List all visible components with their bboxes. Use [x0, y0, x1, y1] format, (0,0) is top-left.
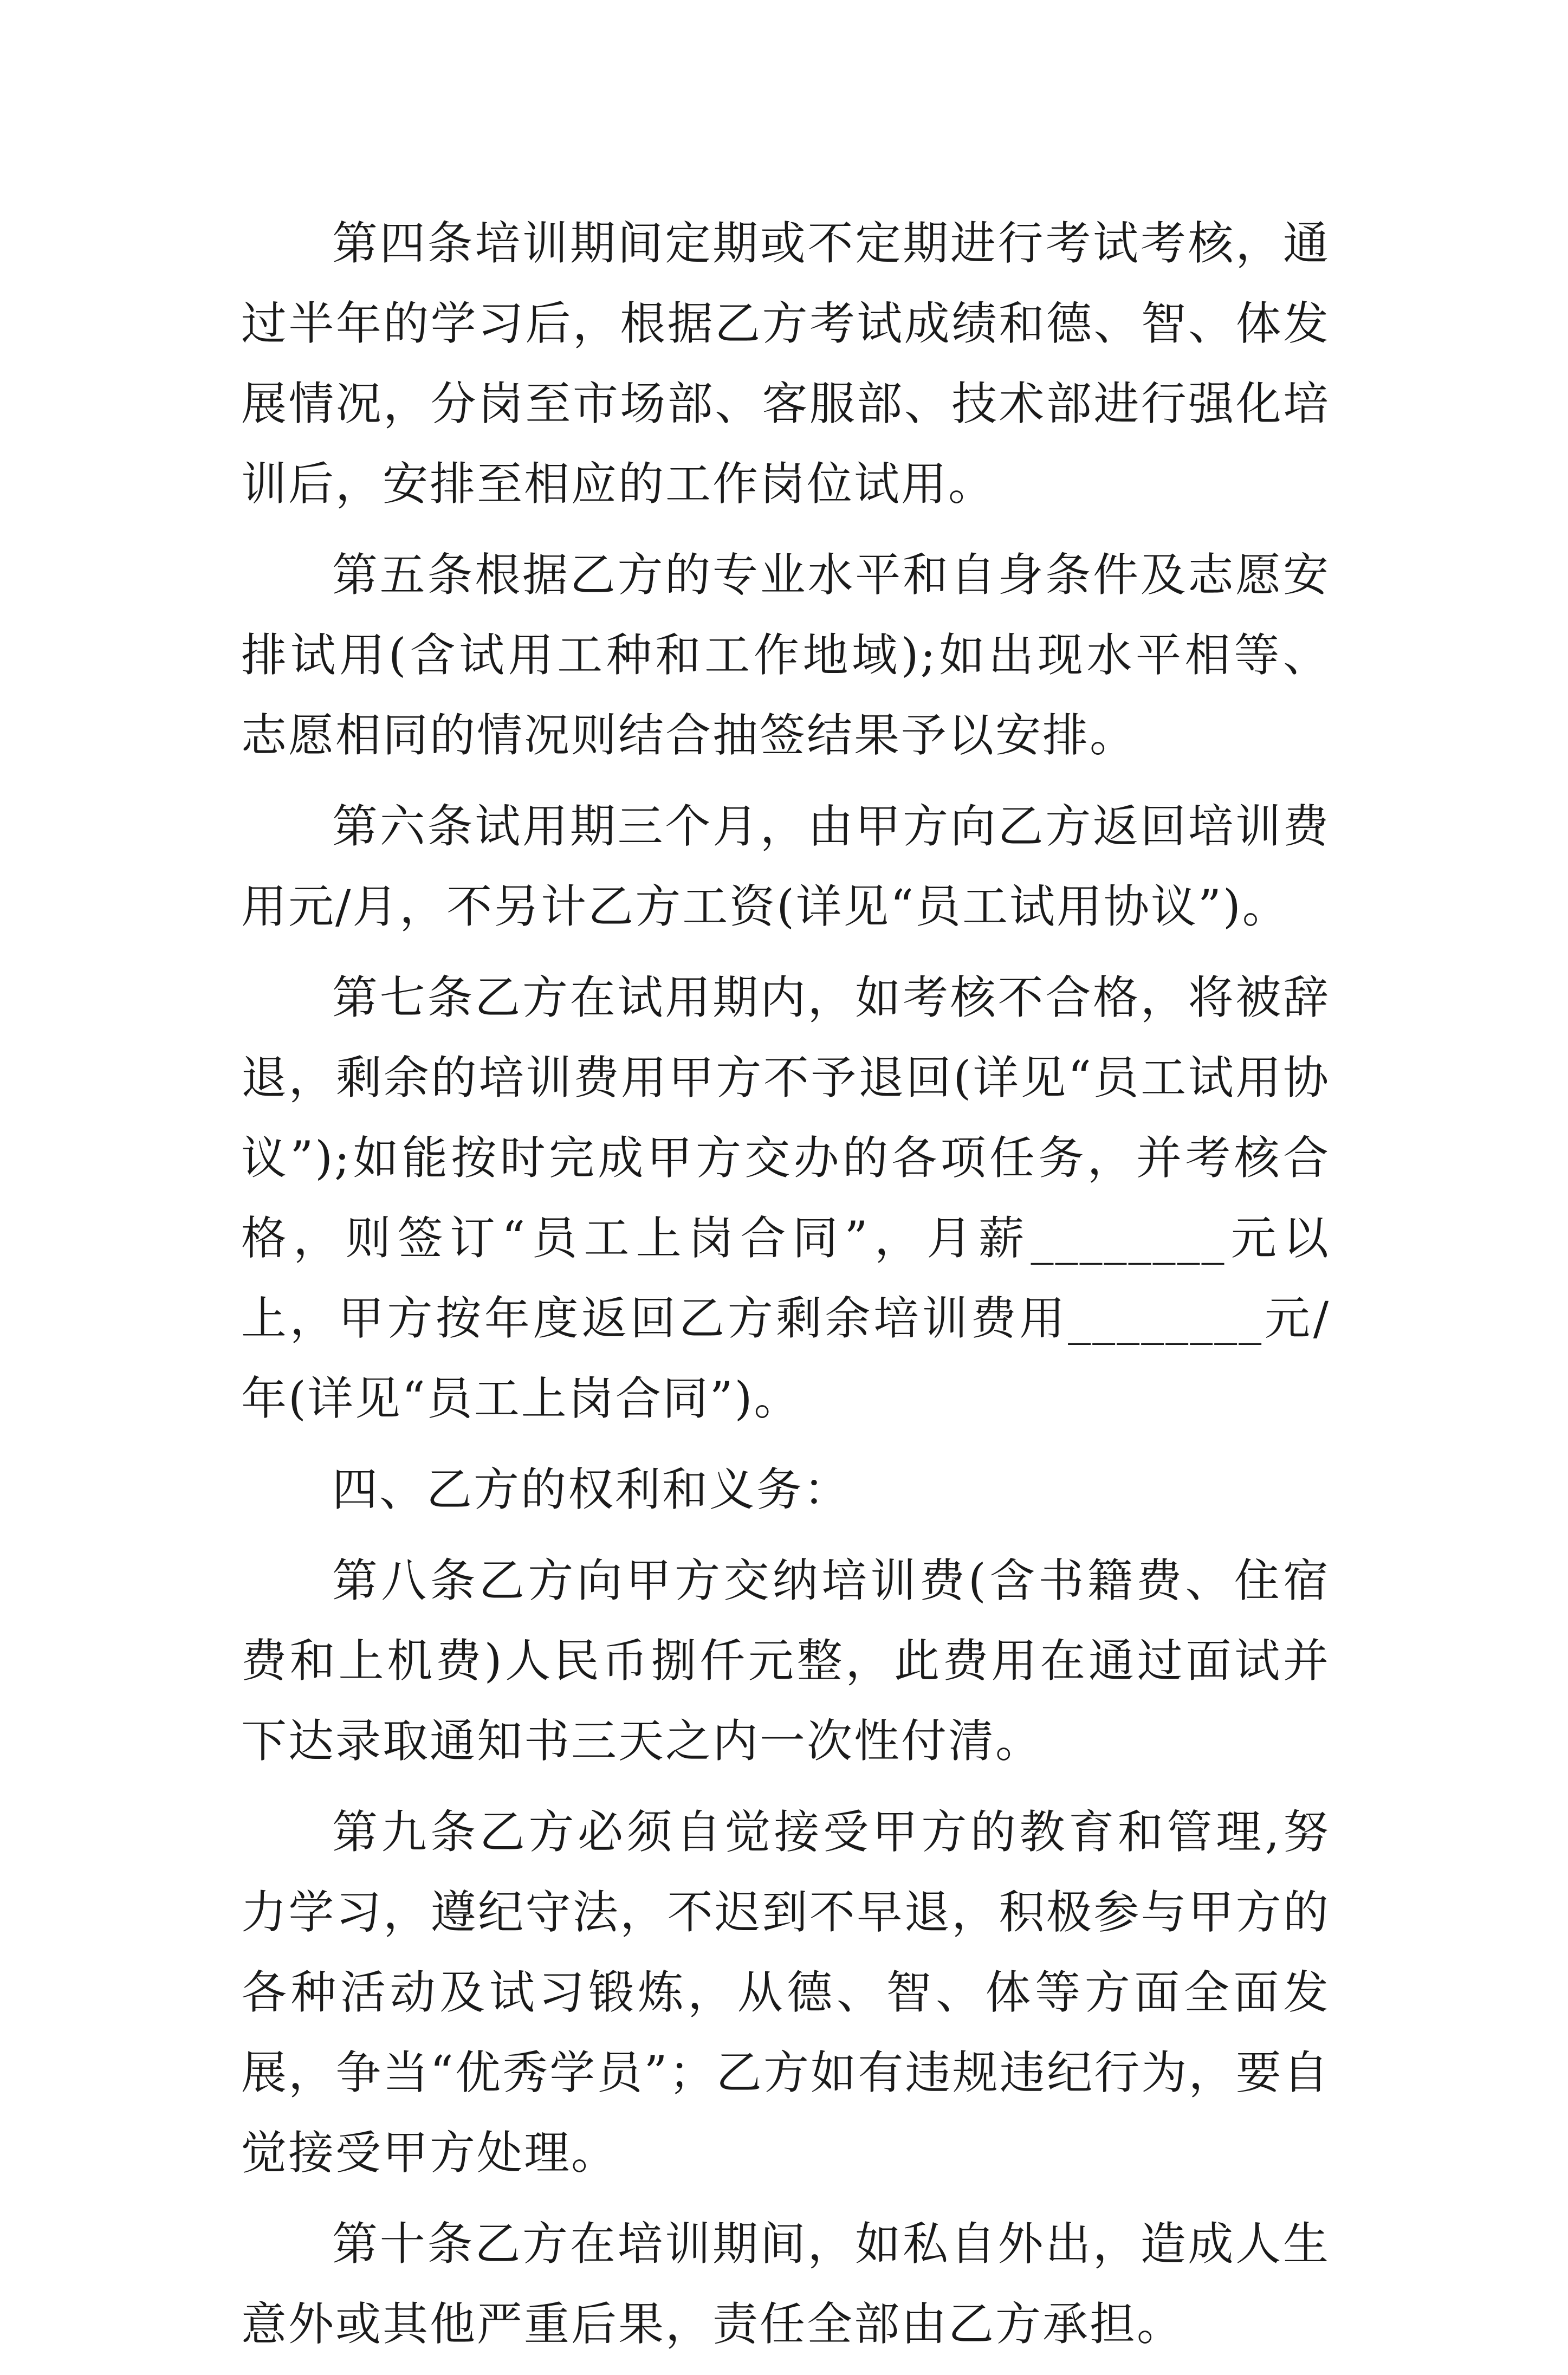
article-4-paragraph: 第四条培训期间定期或不定期进行考试考核，通过半年的学习后，根据乙方考试成绩和德、智、体发展情况，分岗至市场部、客服部、技术部进行强化培训后，安排至相应的工作岗位试用。	[241, 217, 1330, 510]
article-5-paragraph: 第五条根据乙方的专业水平和自身条件及志愿安排试用(含试用工种和工作地域);如出现水平相等、志愿相同的情况则结合抽签结果予以安排。	[241, 548, 1330, 762]
article-9-paragraph: 第九条乙方必须自觉接受甲方的教育和管理,努力学习，遵纪守法，不迟到不早退，积极参与甲方的各种活动及试习锻炼，从德、智、体等方面全面发展，争当“优秀学员”；乙方如有违规违纪行为，要自觉接受甲方处理。	[241, 1805, 1330, 2179]
article-7-paragraph: 第七条乙方在试用期内，如考核不合格，将被辞退，剩余的培训费用甲方不予退回(详见“员工试用协议”);如能按时完成甲方交办的各项任务，并考核合格，则签订“员工上岗合同”，月薪________元以上，甲方按年度返回乙方剩余培训费用________元/年(详见“员工上岗合同”)。	[241, 971, 1330, 1425]
article-8-paragraph: 第八条乙方向甲方交纳培训费(含书籍费、住宿费和上机费)人民币捌仟元整，此费用在通过面试并下达录取通知书三天之内一次性付清。	[241, 1554, 1330, 1768]
section-4-heading: 四、乙方的权利和义务：	[332, 1463, 851, 1516]
article-6-paragraph: 第六条试用期三个月，由甲方向乙方返回培训费用元/月，不另计乙方工资(详见“员工试用协议”)。	[241, 800, 1330, 933]
document-body	[241, 203, 1330, 2375]
article-10-paragraph: 第十条乙方在培训期间，如私自外出，造成人生意外或其他严重后果，责任全部由乙方承担。	[241, 2217, 1330, 2351]
